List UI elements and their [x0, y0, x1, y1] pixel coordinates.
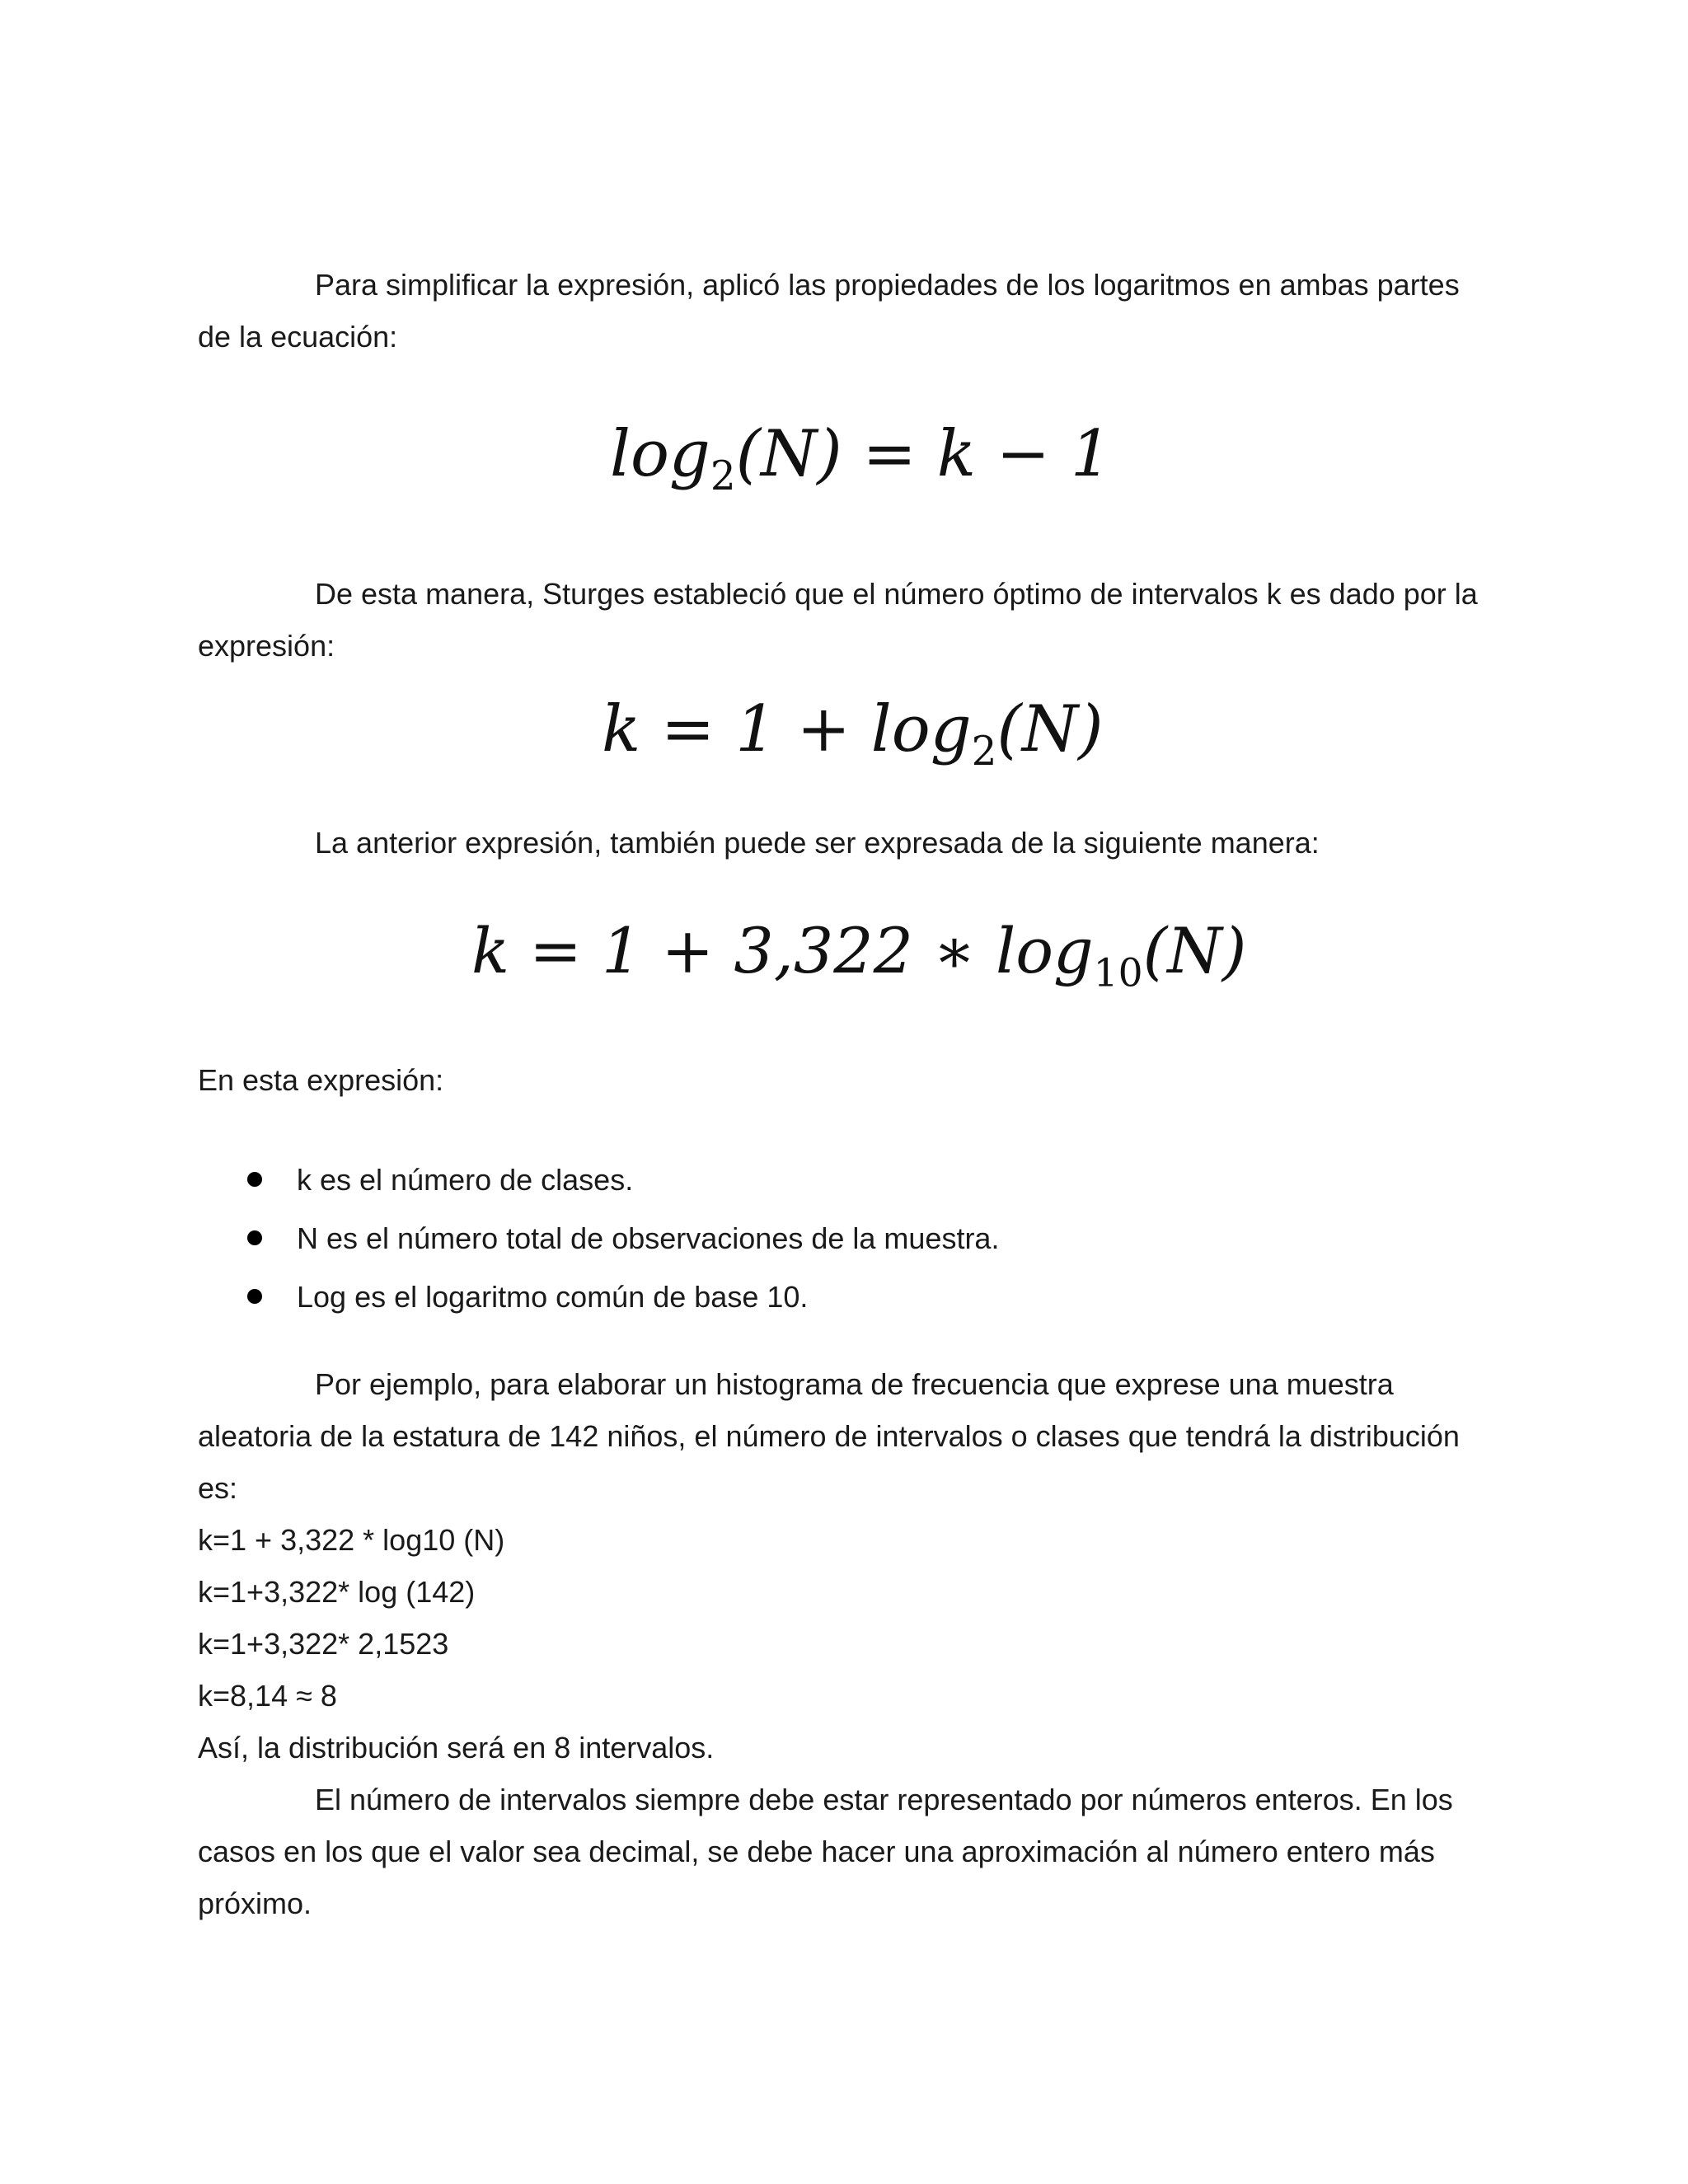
paragraph-integers: El número de intervalos siempre debe estar representado por números enteros. En los casos en los que el valor sea decimal, se debe hacer una aproximación al número entero más próximo.	[198, 1783, 1453, 1920]
paragraph-example: Por ejemplo, para elaborar un histograma de frecuencia que exprese una muestra aleatoria de la estatura de 142 niños, el número de intervalos o clases que tendrá la distribución es:	[198, 1367, 1460, 1505]
calc-line-3: k=1+3,322* 2,1523	[198, 1627, 449, 1661]
list-item-text: Log es el logaritmo común de base 10.	[297, 1280, 809, 1314]
equation-3-base: 10	[1093, 950, 1143, 996]
equation-1-arg: (N) =	[735, 417, 937, 491]
equation-2-arg: (N)	[996, 692, 1104, 766]
list-intro: En esta expresión:	[198, 1063, 444, 1097]
calc-line-1: k=1 + 3,322 * log10 (N)	[198, 1523, 505, 1557]
list-item	[247, 1212, 999, 1271]
definitions-list	[247, 1154, 999, 1329]
list-item-text: N es el número total de observaciones de la muestra.	[297, 1221, 1000, 1255]
equation-1-rhs: k − 1	[936, 417, 1112, 491]
equation-3-arg: (N)	[1142, 914, 1247, 987]
equation-2-log: log	[870, 692, 972, 766]
list-item	[247, 1154, 999, 1212]
equation-2-lhs: k = 1 +	[602, 692, 871, 766]
calc-line-2: k=1+3,322* log (142)	[198, 1575, 476, 1609]
list-item-text: k es el número de clases.	[297, 1163, 634, 1197]
equation-2-base: 2	[971, 728, 997, 775]
equation-log2-n	[610, 417, 1112, 499]
equation-3-lhs: k = 1 + 3,322 ∗	[471, 914, 996, 987]
paragraph-sturges: De esta manera, Sturges estableció que el número óptimo de intervalos k es dado por la expresión:	[198, 577, 1478, 663]
equation-1-log: log	[610, 417, 710, 491]
equation-3-log: log	[995, 914, 1094, 987]
conclusion-line: Así, la distribución será en 8 intervalos.	[198, 1731, 715, 1765]
bullet-dot-icon	[247, 1172, 262, 1187]
equation-sturges-log2	[602, 692, 1104, 775]
calc-line-4: k=8,14 ≈ 8	[198, 1679, 337, 1713]
equation-1-base: 2	[710, 452, 736, 499]
list-item	[247, 1271, 999, 1329]
bullet-dot-icon	[247, 1230, 262, 1245]
bullet-dot-icon	[247, 1289, 262, 1304]
paragraph-alternative: La anterior expresión, también puede ser expresada de la siguiente manera:	[315, 826, 1320, 860]
paragraph-simplify: Para simplificar la expresión, aplicó las propiedades de los logaritmos en ambas partes de la ecuación:	[198, 268, 1460, 354]
equation-sturges-log10	[471, 914, 1247, 996]
